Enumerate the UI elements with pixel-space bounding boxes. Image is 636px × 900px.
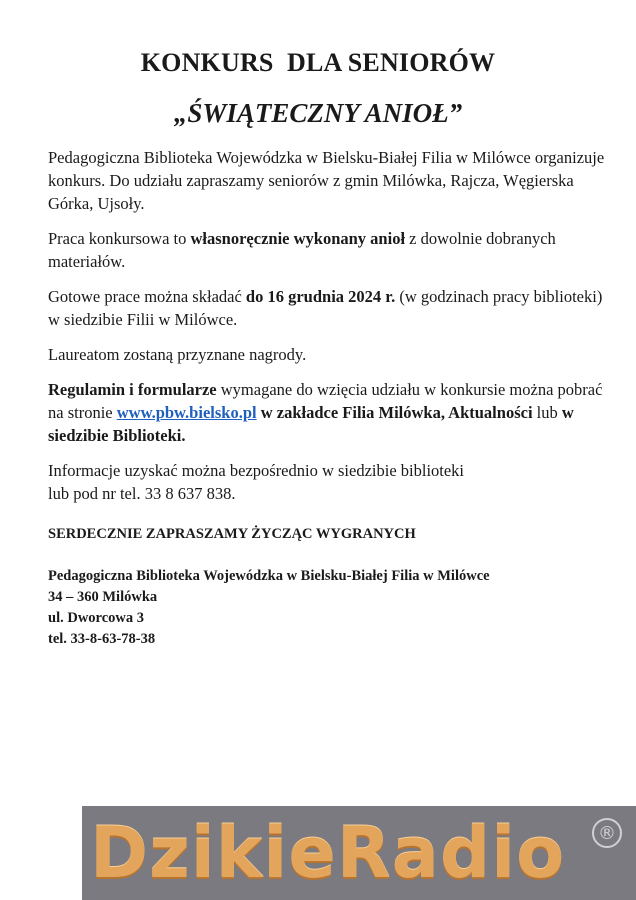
website-link[interactable]: www.pbw.bielsko.pl bbox=[116, 403, 257, 422]
rules-or: lub bbox=[532, 403, 562, 422]
rules-highlight: Regulamin i formularze bbox=[48, 380, 217, 399]
rules-library-highlight: w siedzibie Biblioteki. bbox=[48, 403, 574, 445]
address-block bbox=[48, 566, 608, 650]
info-line-1: Informacje uzyskać można bezpośrednio w siedzibie biblioteki bbox=[48, 461, 465, 480]
deadline-date: do 16 grudnia 2024 r. bbox=[245, 287, 396, 306]
task-text-end: z dowolnie dobranych materiałów. bbox=[48, 229, 556, 271]
rules-text: wymagane do wzięcia udziału w konkursie można pobrać na stronie bbox=[48, 380, 603, 422]
rules-tab-highlight: w zakładce Filia Milówka, Aktualności bbox=[256, 403, 533, 422]
address-postcode: 34 – 360 Milówka bbox=[48, 589, 158, 605]
poster-subtitle: „ŚWIĄTECZNY ANIOŁ” bbox=[173, 98, 463, 128]
paragraph-task bbox=[48, 227, 608, 273]
paragraph-prizes: Laureatom zostaną przyznane nagrody. bbox=[48, 345, 307, 364]
watermark-banner bbox=[82, 806, 636, 900]
address-phone: tel. 33-8-63-78-38 bbox=[48, 631, 156, 647]
registered-mark-icon: ® bbox=[592, 818, 622, 848]
poster-title: KONKURS DLA SENIORÓW bbox=[140, 48, 496, 77]
closing-invitation: SERDECZNIE ZAPRASZAMY ŻYCZĄC WYGRANYCH bbox=[48, 526, 416, 542]
paragraph-rules bbox=[48, 378, 608, 447]
address-institution: Pedagogiczna Biblioteka Wojewódzka w Bielsku-Białej Filia w Milówce bbox=[48, 568, 490, 584]
info-line-2: lub pod nr tel. 33 8 637 838. bbox=[48, 484, 236, 503]
task-highlight: własnoręcznie wykonany anioł bbox=[190, 229, 406, 248]
deadline-text-end: (w godzinach pracy biblioteki) w siedzibie Filii w Milówce. bbox=[48, 287, 603, 329]
paragraph-intro: Pedagogiczna Biblioteka Wojewódzka w Bielsku-Białej Filia w Milówce organizuje konkurs. Do udziału zapraszamy seniorów z gmin Milówka, Rajcza, Węgierska Górka, Ujsoły. bbox=[48, 148, 605, 213]
watermark-logo: DzikieRadio bbox=[90, 812, 566, 894]
deadline-text: Gotowe prace można składać bbox=[48, 287, 246, 306]
task-text: Praca konkursowa to bbox=[48, 229, 191, 248]
address-street: ul. Dworcowa 3 bbox=[48, 610, 144, 626]
paragraph-info bbox=[48, 459, 608, 505]
poster-body bbox=[48, 146, 608, 650]
paragraph-deadline bbox=[48, 285, 608, 331]
